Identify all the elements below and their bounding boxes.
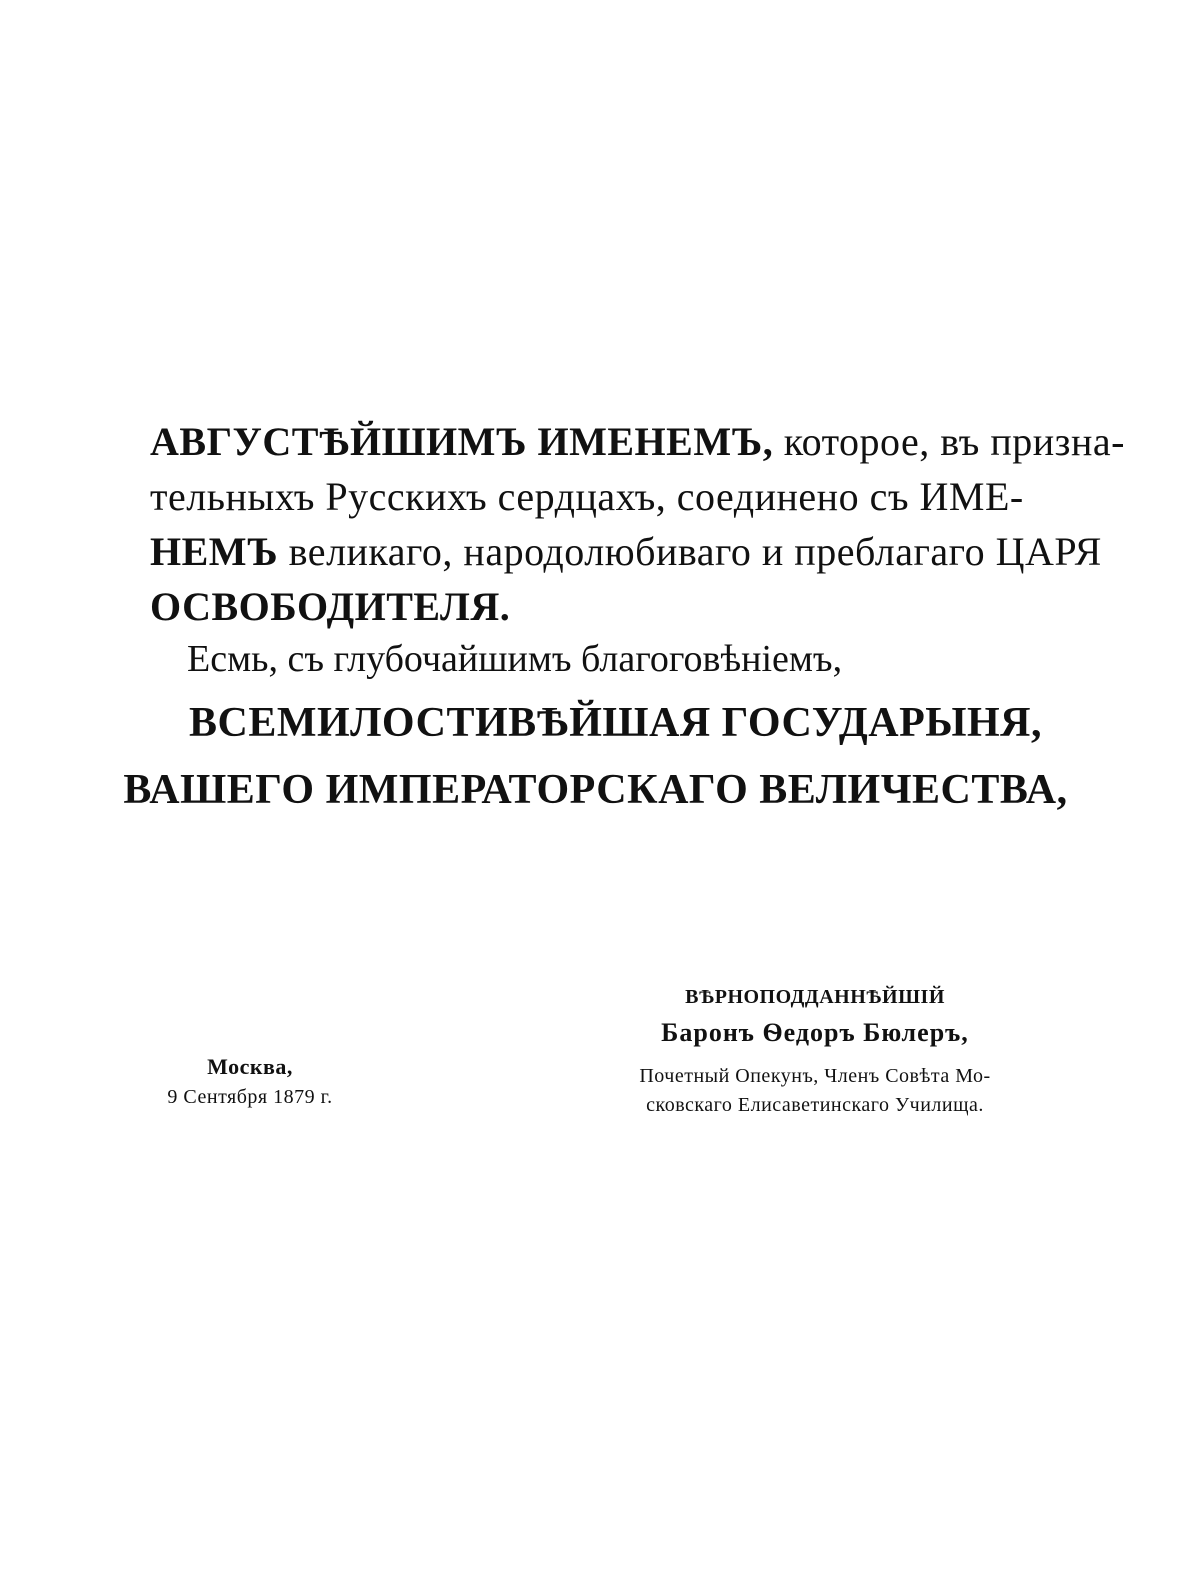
dedication-emphasis: НЕМЪ [150, 529, 279, 574]
dedication-line-2 [150, 469, 1024, 525]
dedication-emphasis: ОСВОБОДИТЕЛЯ. [150, 584, 511, 629]
place-date-block [120, 1052, 380, 1112]
date: 9 Сентября 1879 г. [167, 1086, 333, 1108]
dedication-line-3 [150, 524, 1102, 580]
signature-block [590, 982, 1040, 1120]
signature-name: Баронъ Ѳедоръ Бюлеръ, [661, 1018, 969, 1047]
signature-position-line-2: сковскаго Елисаветинскаго Училища. [646, 1094, 984, 1116]
dedication-text: тельныхъ Русскихъ сердцахъ, соединено съ ИМЕ- [150, 474, 1024, 519]
dedication-emphasis: АВГУСТѢЙШИМЪ ИМЕНЕМЪ, [150, 419, 774, 464]
signature-position [590, 1062, 1040, 1120]
dedication-line-1 [150, 414, 1125, 470]
place: Москва, [207, 1054, 293, 1079]
address-line-1: ВСЕМИЛОСТИВѢЙШАЯ ГОСУДАРЫНЯ, [188, 700, 1043, 746]
closing-formula: Есмь, съ глубочайшимъ благоговѣніемъ, [187, 638, 843, 680]
dedication-text: которое, въ призна- [773, 419, 1125, 464]
dedication-line-4 [150, 579, 510, 635]
signature-position-line-1: Почетный Опекунъ, Членъ Совѣта Мо- [639, 1065, 991, 1087]
signature-title: ВѢРНОПОДДАННѢЙШІЙ [685, 986, 945, 1008]
dedication-text: великаго, народолюбиваго и преблагаго ЦАРЯ [278, 529, 1102, 574]
address-line-2: ВАШЕГО ИМПЕРАТОРСКАГО ВЕЛИЧЕСТВА, [123, 767, 1068, 813]
